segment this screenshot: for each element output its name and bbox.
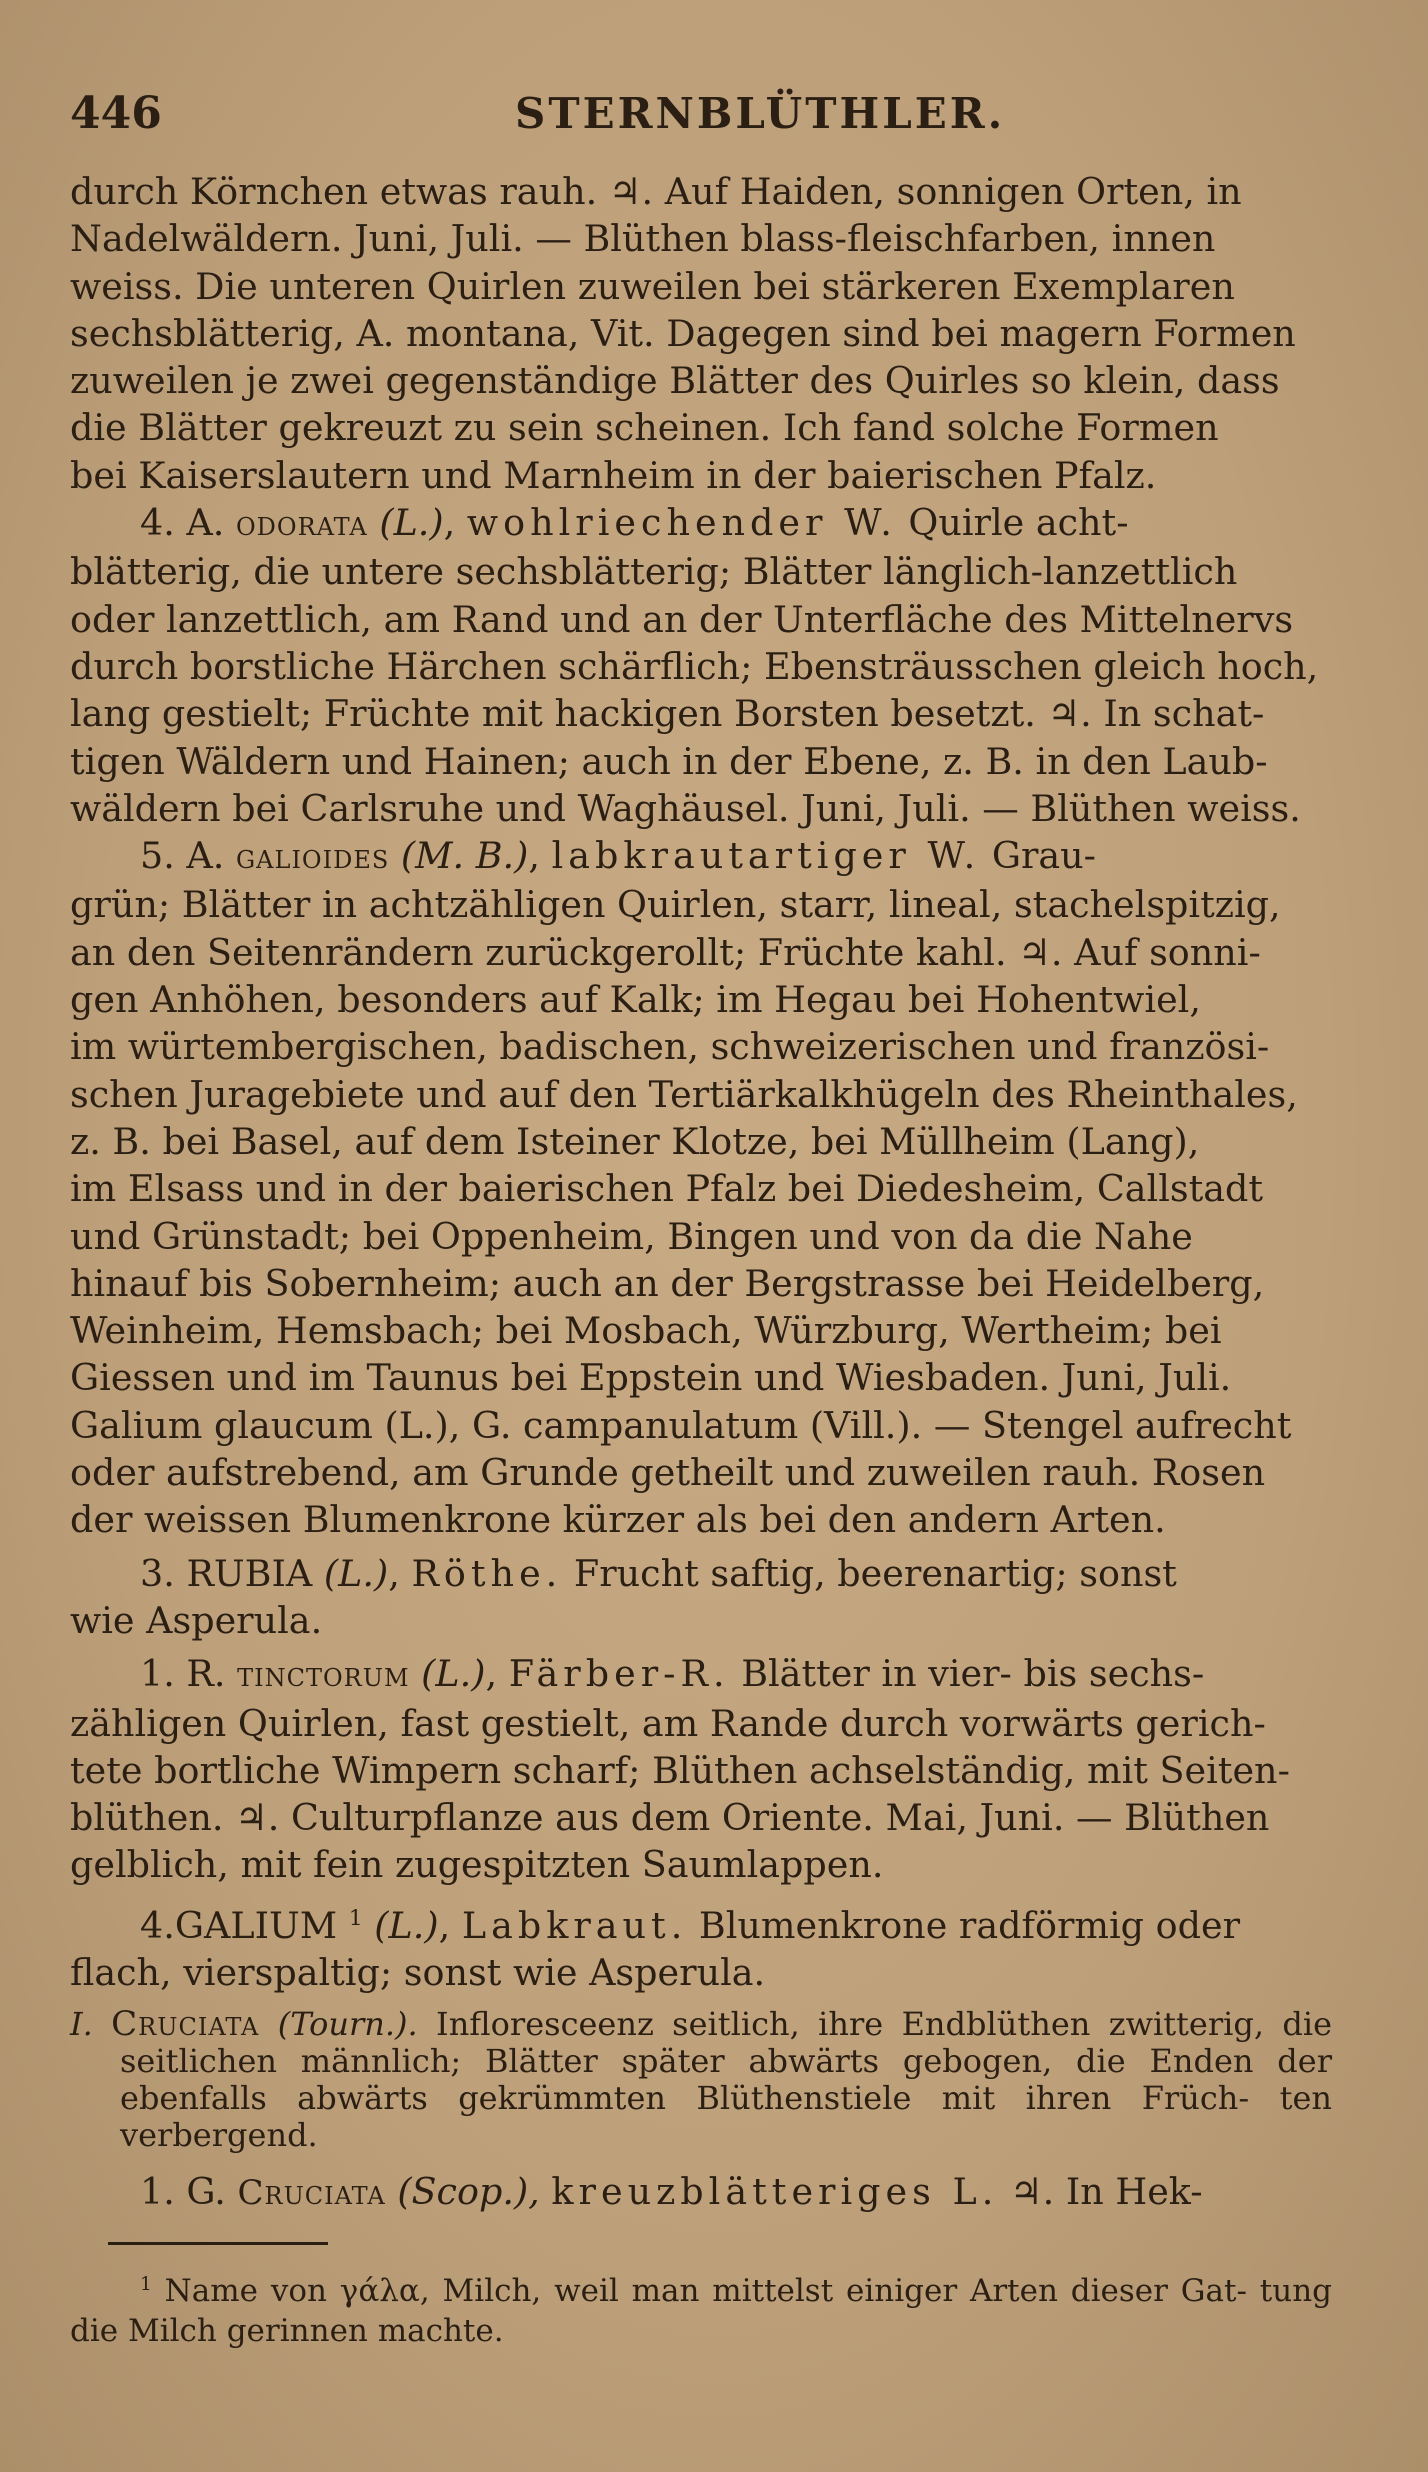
- genus-number: 3.: [140, 1551, 175, 1595]
- species-heading-line: 1. R. tinctorum (L.), Färber-R. Blätter in vier- bis sechs-: [140, 1652, 1205, 1696]
- genus-number: 4.: [140, 1903, 175, 1947]
- species-name: odorata: [236, 504, 368, 545]
- text-line: wie Asperula.: [70, 1598, 323, 1642]
- text-line: sechsblätterig, A. montana, Vit. Dagegen sind bei magern Formen: [70, 311, 1296, 355]
- footnote: [70, 2265, 1332, 2351]
- text-line: blüthen. ♃. Culturpflanze aus dem Oriente. Mai, Juni. — Blüthen: [70, 1796, 1270, 1840]
- genus-entry-rubia: [70, 1550, 1332, 1645]
- species-author: (M. B.): [400, 834, 529, 878]
- text-line: ten verbergend.: [120, 2079, 1333, 2155]
- text-line: zuweilen je zwei gegenständige Blätter des Quirles so klein, dass: [70, 359, 1280, 403]
- species-vernacular: wohlriechender W.: [466, 501, 897, 545]
- text-line: Infloresceenz seitlich, ihre Endblüthen zwitterig,: [436, 2005, 1265, 2044]
- text-line: Galium glaucum (L.), G. campanulatum (Vill.). — Stengel aufrecht: [70, 1403, 1292, 1447]
- footnote-line: [70, 2265, 1332, 2351]
- section-name: Cruciata: [111, 2004, 260, 2045]
- text-line: blätterig, die untere sechsblätterig; Blätter länglich-lanzettlich: [70, 550, 1238, 594]
- section-cruciata: [70, 2006, 1332, 2154]
- text-line: gelblich, mit fein zugespitzten Saumlappen.: [70, 1843, 884, 1887]
- text-line: oder aufstrebend, am Grunde getheilt und zuweilen rauh. Rosen: [70, 1451, 1266, 1495]
- text-line: schen Juragebiete und auf den Tertiärkalkhügeln des Rheinthales,: [70, 1072, 1298, 1116]
- text-line: im Elsass und in der baierischen Pfalz bei Diedesheim, Callstadt: [70, 1167, 1264, 1211]
- species-author: (L.): [421, 1652, 486, 1696]
- text-line: tigen Wäldern und Hainen; auch in der Ebene, z. B. in den Laub-: [70, 739, 1268, 783]
- section-number: I.: [70, 2005, 93, 2044]
- genus-entry-galium: [70, 1895, 1332, 1997]
- text-line: durch Körnchen etwas rauh. ♃. Auf Haiden, sonnigen Orten, in: [70, 170, 1242, 213]
- main-text-continued: [70, 2168, 1332, 2217]
- text-line: der ebenfalls abwärts gekrümmten Blüthenstiele mit ihren Früch-: [120, 2042, 1333, 2118]
- species-number: 4. A.: [140, 501, 225, 545]
- species-heading-line: 4. A. odorata (L.), wohlriechender W. Quirle acht-: [140, 501, 1129, 545]
- text-line: weiss. Die unteren Quirlen zuweilen bei stärkeren Exemplaren: [70, 264, 1235, 308]
- text-line: Weinheim, Hemsbach; bei Mosbach, Würzburg, Wertheim; bei: [70, 1309, 1222, 1353]
- species-entry-odorata: [70, 499, 1332, 832]
- species-heading-line: 5. A. galioides (M. B.), labkrautartiger W. Grau-: [140, 834, 1097, 878]
- footnote-rule: [108, 2242, 328, 2245]
- main-text: [70, 168, 1332, 1996]
- species-name: Cruciata: [237, 2173, 386, 2214]
- text-line: die seitlichen männlich; Blätter später abwärts gebogen, die Enden: [120, 2005, 1333, 2081]
- species-number: 1. R.: [140, 1652, 226, 1696]
- text-line: tete bortliche Wimpern scharf; Blüthen achselständig, mit Seiten-: [70, 1748, 1290, 1792]
- text-line: Frucht saftig, beerenartig; sonst: [573, 1551, 1177, 1595]
- running-title: STERNBLÜTHLER.: [515, 89, 1006, 138]
- text-line: Name von γάλα, Milch, weil man mittelst einiger Arten dieser Gat-: [164, 2272, 1247, 2309]
- text-line: Blumenkrone radförmig oder: [698, 1903, 1241, 1947]
- text-line: zähligen Quirlen, fast gestielt, am Rande durch vorwärts gerich-: [70, 1701, 1266, 1745]
- species-vernacular: Färber-R.: [508, 1652, 730, 1696]
- text-line: Giessen und im Taunus bei Eppstein und Wiesbaden. Juni, Juli.: [70, 1356, 1232, 1400]
- text-line: flach, vierspaltig; sonst wie Asperula.: [70, 1951, 766, 1995]
- text-line: und Grünstadt; bei Oppenheim, Bingen und von da die Nahe: [70, 1214, 1193, 1258]
- text-line: Quirle acht-: [908, 501, 1129, 545]
- genus-heading-line: 4.GALIUM $^1$ (L.), Labkraut. Blumenkrone radförmig oder: [140, 1903, 1241, 1947]
- species-name: tinctorum: [237, 1655, 410, 1696]
- species-author: (Scop.),: [397, 2170, 540, 2214]
- text-line: Blätter in vier- bis sechs-: [741, 1652, 1205, 1696]
- text-line: lang gestielt; Früchte mit hackigen Borsten besetzt. ♃. In schat-: [70, 692, 1265, 736]
- species-entry-tinctorum: [70, 1650, 1332, 1888]
- text-line: Grau-: [991, 834, 1097, 878]
- genus-name: GALIUM: [174, 1903, 338, 1947]
- species-vernacular: kreuzblätteriges L.: [551, 2170, 999, 2214]
- footnote-marker: 1: [348, 1905, 363, 1931]
- genus-author: (L.): [374, 1903, 439, 1947]
- text-line: grün; Blätter in achtzähligen Quirlen, starr, lineal, stachelspitzig,: [70, 883, 1281, 927]
- text-line: hinauf bis Sobernheim; auch an der Bergstrasse bei Heidelberg,: [70, 1261, 1265, 1305]
- text-line: der weissen Blumenkrone kürzer als bei den andern Arten.: [70, 1498, 1166, 1542]
- text-line: gen Anhöhen, besonders auf Kalk; im Hegau bei Hohentwiel,: [70, 978, 1201, 1022]
- species-author: (L.): [379, 501, 444, 545]
- species-entry-galioides: [70, 832, 1332, 1543]
- text-line: tung die Milch gerinnen machte.: [70, 2272, 1332, 2349]
- text-line: bei Kaiserslautern und Marnheim in der baierischen Pfalz.: [70, 453, 1157, 497]
- species-heading-line: [70, 2168, 1332, 2217]
- text-line: oder lanzettlich, am Rand und an der Unterfläche des Mittelnervs: [70, 597, 1294, 641]
- section-author: (Tourn.).: [277, 2005, 418, 2044]
- species-number: 5. A.: [140, 834, 225, 878]
- genus-name: RUBIA: [186, 1551, 313, 1595]
- genus-heading-line: 3. RUBIA (L.), Röthe. Frucht saftig, beerenartig; sonst: [140, 1551, 1177, 1595]
- text-line: Nadelwäldern. Juni, Juli. — Blüthen blass-fleischfarben, innen: [70, 217, 1216, 261]
- text-line: z. B. bei Basel, auf dem Isteiner Klotze, bei Müllheim (Lang),: [70, 1119, 1200, 1163]
- text-line: wäldern bei Carlsruhe und Waghäusel. Juni, Juli. — Blüthen weiss.: [70, 786, 1301, 830]
- page-header: [70, 88, 1332, 146]
- text-line: ♃. In Hek-: [1009, 2170, 1203, 2214]
- text-line: die Blätter gekreuzt zu sein scheinen. Ich fand solche Formen: [70, 406, 1219, 450]
- genus-author: (L.): [323, 1551, 389, 1595]
- page-number: 446: [70, 88, 162, 139]
- text-line: an den Seitenrändern zurückgerollt; Früchte kahl. ♃. Auf sonni-: [70, 930, 1261, 974]
- footnote-mark: 1: [140, 2273, 152, 2295]
- species-vernacular: labkrautartiger W.: [551, 834, 981, 878]
- genus-vernacular: Röthe.: [411, 1551, 563, 1595]
- section-line: [70, 2006, 1332, 2154]
- text-line: im würtembergischen, badischen, schweizerischen und französi-: [70, 1025, 1270, 1069]
- genus-vernacular: Labkraut.: [461, 1903, 688, 1947]
- species-name: galioides: [236, 837, 390, 878]
- text-line: durch borstliche Härchen schärflich; Ebensträusschen gleich hoch,: [70, 644, 1319, 688]
- species-number: 1. G.: [140, 2170, 226, 2214]
